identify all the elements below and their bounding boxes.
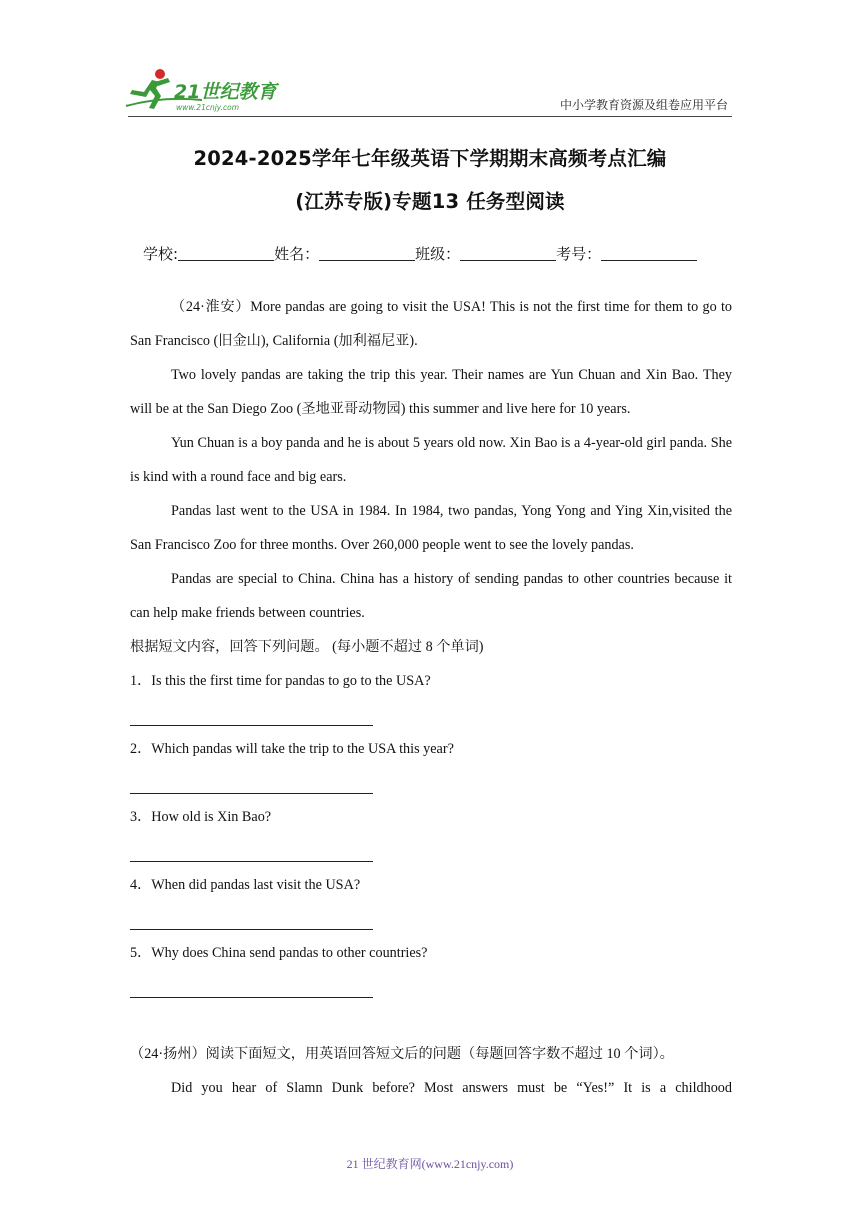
name-label: 姓名： bbox=[274, 245, 320, 263]
question-1: 1．Is this the first time for pandas to go to the USA? bbox=[130, 673, 431, 689]
passage1-paragraph: Yun Chuan is a boy panda and he is about 5 years old now. Xin Bao is a 4-year-old girl panda. She is kind with a round face and big ears. bbox=[130, 435, 732, 485]
passage2-paragraph: Did you hear of Slamn Dunk before? Most answers must be “Yes!” It is a childhood bbox=[171, 1080, 732, 1096]
header-divider bbox=[128, 116, 732, 117]
page-footer: 21 世纪教育网(www.21cnjy.com) bbox=[346, 1157, 514, 1171]
answer-line-5[interactable] bbox=[130, 970, 373, 1004]
section-gap bbox=[130, 1004, 732, 1037]
answer-line-4[interactable] bbox=[130, 902, 373, 936]
answer-line-3[interactable] bbox=[130, 834, 373, 868]
school-label: 学校: bbox=[143, 245, 179, 263]
name-blank[interactable] bbox=[319, 244, 415, 261]
page-header bbox=[0, 0, 860, 120]
passage1-paragraph: （24·淮安）More pandas are going to visit the USA! This is not the first time for them to go to San Francisco (旧金山), California (加利福尼亚). bbox=[130, 299, 732, 349]
question-2: 2．Which pandas will take the trip to the USA this year? bbox=[130, 741, 454, 757]
page-title-line2: (江苏专版)专题13 任务型阅读 bbox=[295, 190, 565, 213]
school-blank[interactable] bbox=[178, 244, 274, 261]
question-3: 3．How old is Xin Bao? bbox=[130, 809, 272, 825]
runner-logo-icon bbox=[122, 66, 292, 116]
passage1-paragraph: Pandas are special to China. China has a history of sending pandas to other countries because it can help make friends between countries. bbox=[130, 571, 732, 621]
question-4: 4．When did pandas last visit the USA? bbox=[130, 877, 361, 893]
exam-number-label: 考号： bbox=[556, 245, 602, 263]
page-title-line1: 2024-2025学年七年级英语下学期期末高频考点汇编 bbox=[193, 147, 667, 170]
answer-line-1[interactable] bbox=[130, 698, 373, 732]
class-label: 班级： bbox=[415, 245, 461, 263]
question-5: 5．Why does China send pandas to other countries? bbox=[130, 945, 428, 961]
class-blank[interactable] bbox=[460, 244, 556, 261]
logo-text: 21世纪教育 bbox=[174, 81, 277, 103]
passage1-instruction: 根据短文内容，回答下列问题。 (每小题不超过 8 个单词) bbox=[130, 639, 484, 655]
passage1-paragraph: Pandas last went to the USA in 1984. In 1984, two pandas, Yong Yong and Ying Xin,visited the San Francisco Zoo for three months. Over 260,000 people went to see the lovely pandas. bbox=[130, 503, 732, 553]
passage1-paragraph: Two lovely pandas are taking the trip this year. Their names are Yun Chuan and Xin Bao. They will be at the San Diego Zoo (圣地亚哥动物园) this summer and live here for 10 years. bbox=[130, 367, 732, 417]
passage2-instruction: （24·扬州）阅读下面短文，用英语回答短文后的问题（每题回答字数不超过 10 个词）。 bbox=[130, 1046, 674, 1062]
logo-url: www.21cnjy.com bbox=[176, 103, 240, 112]
student-info-fields bbox=[143, 243, 743, 264]
logo bbox=[122, 66, 292, 116]
exam-content bbox=[130, 290, 732, 1105]
exam-number-blank[interactable] bbox=[601, 244, 697, 261]
platform-label: 中小学教育资源及组卷应用平台 bbox=[559, 98, 728, 112]
answer-line-2[interactable] bbox=[130, 766, 373, 800]
